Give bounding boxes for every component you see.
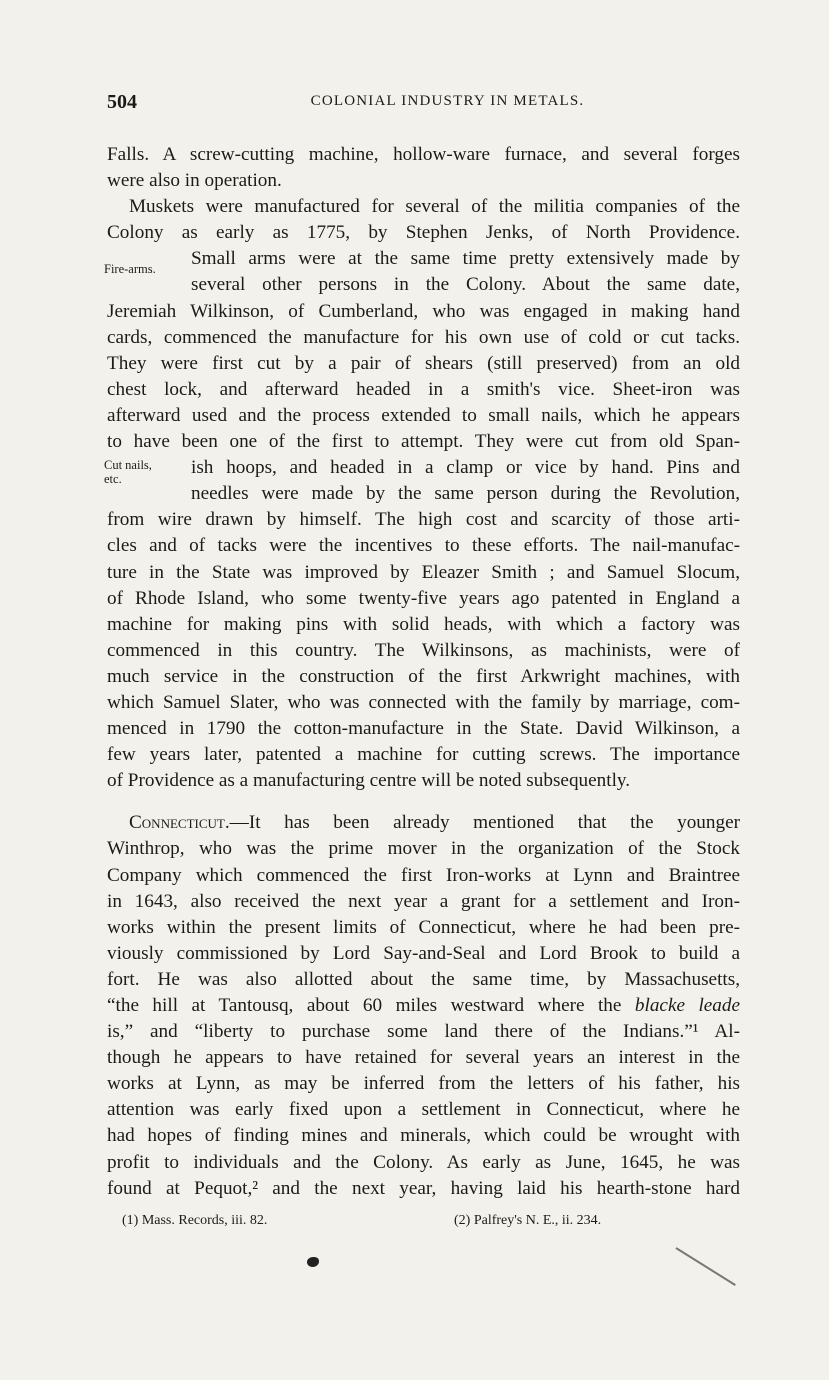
text-line: They were first cut by a pair of shears (still preserved) from an old: [107, 352, 740, 374]
text-line: which Samuel Slater, who was connected with the family by marriage, com-: [107, 691, 740, 713]
text-line: attention was early fixed upon a settlement in Connecticut, where he: [107, 1099, 740, 1121]
text-line: Company which commenced the first Iron-works at Lynn and Braintree: [107, 864, 740, 886]
paragraph-gap: [107, 794, 740, 810]
text-line: fort. He was also allotted about the same time, by Massachusetts,: [107, 968, 740, 990]
section-heading-connecticut: Connecticut.: [129, 812, 230, 834]
text-line: [107, 993, 740, 1019]
text-line: in 1643, also received the next year a grant for a settlement and Iron-: [107, 890, 740, 912]
text-line: to have been one of the first to attempt. They were cut from old Span-: [107, 431, 740, 453]
ink-scratch: [675, 1247, 735, 1286]
text-line: of Providence as a manufacturing centre will be noted subsequently.: [107, 770, 631, 792]
text-line: Jeremiah Wilkinson, of Cumberland, who was engaged in making hand: [107, 300, 740, 322]
text-line: had hopes of finding mines and minerals, which could be wrought with: [107, 1125, 740, 1147]
text-line: though he appears to have retained for several years an interest in the: [107, 1047, 740, 1069]
text-line: machine for making pins with solid heads, with which a factory was: [107, 613, 740, 635]
italic-text: blacke leade: [634, 995, 740, 1016]
text-line: from wire drawn by himself. The high cost and scarcity of those arti-: [107, 509, 740, 531]
text-line: works within the present limits of Connecticut, where he had been pre-: [107, 916, 740, 938]
text-line: were also in operation.: [107, 170, 282, 192]
ink-blot: [307, 1257, 319, 1267]
text-line: much service in the construction of the first Arkwright machines, with: [107, 665, 740, 687]
page-number: 504: [107, 91, 137, 113]
text-line: of Rhode Island, who some twenty-five years ago patented in England a: [107, 587, 740, 609]
text-line: ture in the State was improved by Eleazer Smith ; and Samuel Slocum,: [107, 561, 740, 583]
text-line: Small arms were at the same time pretty extensively made by: [191, 248, 740, 270]
text-line: commenced in this country. The Wilkinsons, as machinists, were of: [107, 639, 740, 661]
margin-note-line: etc.: [104, 472, 122, 486]
text-line: cles and of tacks were the incentives to these efforts. The nail-manufac-: [107, 535, 740, 557]
margin-note-line: Cut nails,: [104, 458, 152, 472]
text-line: Muskets were manufactured for several of the militia companies of the: [129, 196, 740, 218]
text-line: afterward used and the process extended to small nails, which he appears: [107, 404, 740, 426]
text-line: several other persons in the Colony. About the same date,: [191, 274, 740, 296]
page-header: [107, 91, 740, 119]
text-line: menced in 1790 the cotton-manufacture in the State. David Wilkinson, a: [107, 718, 740, 740]
text-line: found at Pequot,² and the next year, having laid his hearth-stone hard: [107, 1177, 740, 1199]
footnote-2: (2) Palfrey's N. E., ii. 234.: [454, 1213, 602, 1228]
body-text: [107, 142, 740, 1202]
text-run: —It has been already mentioned that the younger: [229, 812, 740, 834]
text-line: ish hoops, and headed in a clamp or vice by hand. Pins and: [191, 457, 740, 479]
text-line: Winthrop, who was the prime mover in the organization of the Stock: [107, 838, 740, 860]
text-line: cards, commenced the manufacture for his own use of cold or cut tacks.: [107, 326, 740, 348]
footnote-1: (1) Mass. Records, iii. 82.: [122, 1213, 268, 1228]
text-line: needles were made by the same person during the Revolution,: [191, 483, 740, 505]
running-head: COLONIAL INDUSTRY IN METALS.: [310, 93, 585, 109]
text-line: Colony as early as 1775, by Stephen Jenks, of North Providence.: [107, 222, 740, 244]
text-line: few years later, patented a machine for cutting screws. The importance: [107, 744, 740, 766]
text-line: viously commissioned by Lord Say-and-Seal and Lord Brook to build a: [107, 942, 740, 964]
text-line: Falls. A screw-cutting machine, hollow-ware furnace, and several forges: [107, 144, 740, 165]
text-line: chest lock, and afterward headed in a smith's vice. Sheet-iron was: [107, 378, 740, 400]
text-line: profit to individuals and the Colony. As early as June, 1645, he was: [107, 1151, 740, 1173]
margin-note-firearms: Fire-arms.: [104, 262, 156, 276]
text-line: [107, 810, 740, 836]
text-line: is,” and “liberty to purchase some land there of the Indians.”¹ Al-: [107, 1021, 740, 1043]
text-run: “the hill at Tantousq, about 60 miles westward where the: [107, 995, 635, 1016]
text-line: works at Lynn, as may be inferred from the letters of his father, his: [107, 1073, 740, 1095]
